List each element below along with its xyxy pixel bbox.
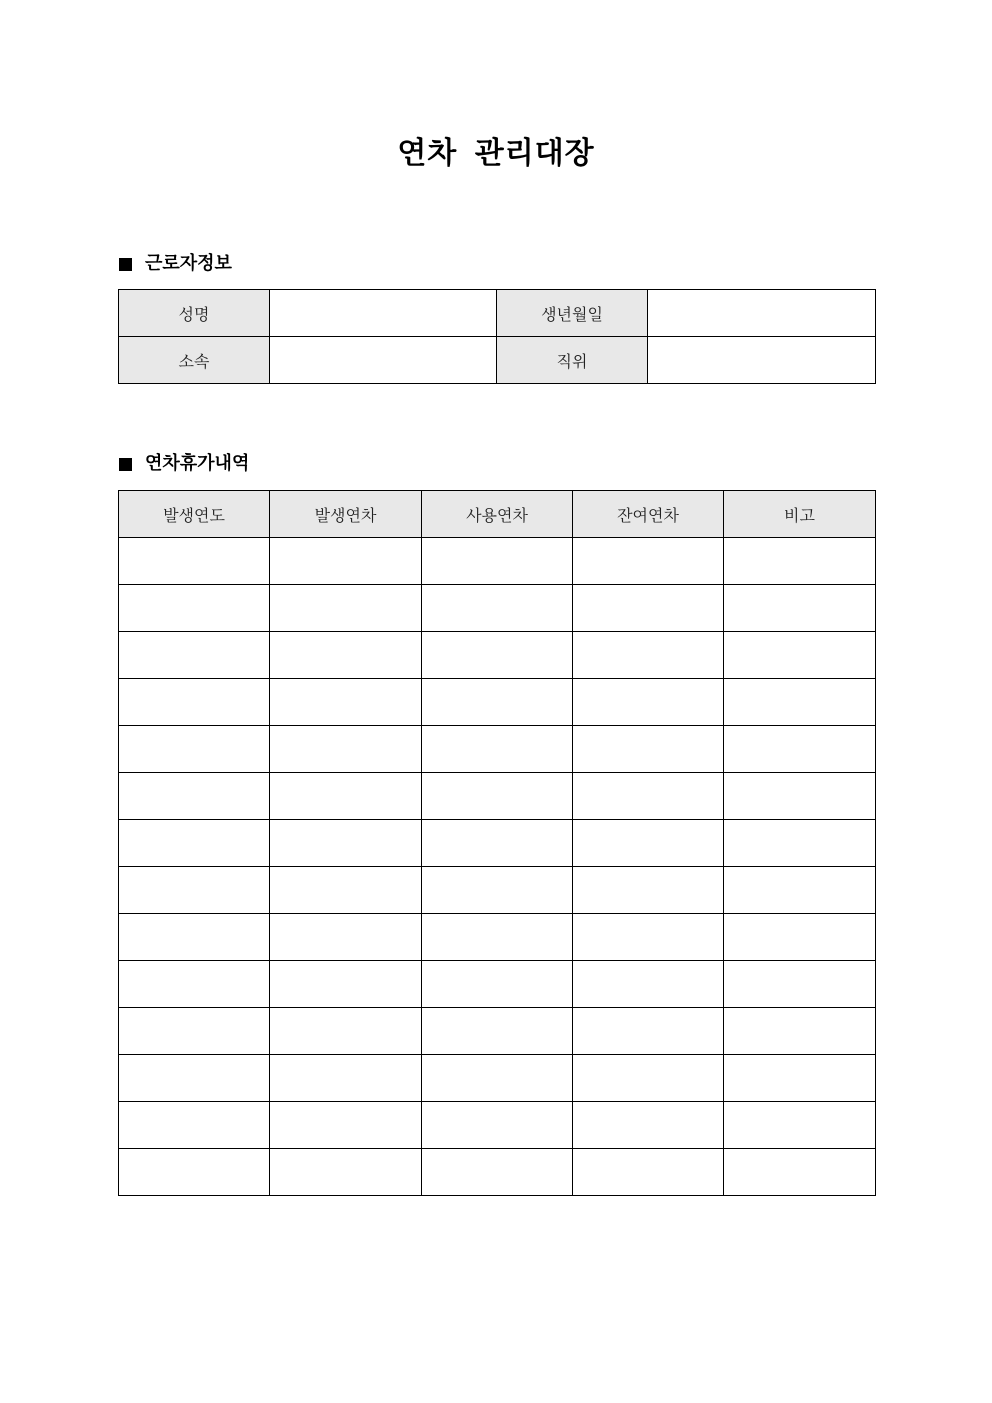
used-cell[interactable] xyxy=(422,726,573,773)
table-row xyxy=(119,1055,876,1102)
granted-cell[interactable] xyxy=(270,1055,422,1102)
granted-cell[interactable] xyxy=(270,1102,422,1149)
remaining-cell[interactable] xyxy=(573,726,724,773)
worker-info-heading-text: 근로자정보 xyxy=(145,253,232,274)
granted-cell[interactable] xyxy=(270,961,422,1008)
granted-cell[interactable] xyxy=(270,914,422,961)
year-cell[interactable] xyxy=(119,679,270,726)
birthdate-label: 생년월일 xyxy=(497,290,648,337)
used-cell[interactable] xyxy=(422,867,573,914)
remarks-cell[interactable] xyxy=(724,726,876,773)
table-row xyxy=(119,1008,876,1055)
leave-history-heading xyxy=(119,452,249,476)
used-cell[interactable] xyxy=(422,773,573,820)
used-cell[interactable] xyxy=(422,679,573,726)
remarks-cell[interactable] xyxy=(724,914,876,961)
remaining-cell[interactable] xyxy=(573,679,724,726)
granted-cell[interactable] xyxy=(270,679,422,726)
remarks-cell[interactable] xyxy=(724,679,876,726)
year-cell[interactable] xyxy=(119,867,270,914)
year-cell[interactable] xyxy=(119,1102,270,1149)
remaining-cell[interactable] xyxy=(573,867,724,914)
remarks-cell[interactable] xyxy=(724,773,876,820)
used-cell[interactable] xyxy=(422,961,573,1008)
used-cell[interactable] xyxy=(422,1008,573,1055)
remarks-cell[interactable] xyxy=(724,961,876,1008)
column-header-used: 사용연차 xyxy=(422,491,573,538)
remarks-cell[interactable] xyxy=(724,1102,876,1149)
leave-history-table xyxy=(118,490,876,1196)
column-header-remaining: 잔여연차 xyxy=(573,491,724,538)
remaining-cell[interactable] xyxy=(573,961,724,1008)
name-label: 성명 xyxy=(119,290,270,337)
table-row xyxy=(119,679,876,726)
used-cell[interactable] xyxy=(422,1055,573,1102)
remaining-cell[interactable] xyxy=(573,585,724,632)
table-row xyxy=(119,961,876,1008)
column-header-remarks: 비고 xyxy=(724,491,876,538)
birthdate-field[interactable] xyxy=(648,290,876,337)
remarks-cell[interactable] xyxy=(724,867,876,914)
table-header-row xyxy=(119,491,876,538)
leave-history-heading-text: 연차휴가내역 xyxy=(145,453,250,474)
remarks-cell[interactable] xyxy=(724,1149,876,1196)
remaining-cell[interactable] xyxy=(573,538,724,585)
table-row xyxy=(119,1149,876,1196)
granted-cell[interactable] xyxy=(270,1149,422,1196)
department-label: 소속 xyxy=(119,337,270,384)
column-header-granted: 발생연차 xyxy=(270,491,422,538)
year-cell[interactable] xyxy=(119,726,270,773)
table-row xyxy=(119,337,876,384)
remaining-cell[interactable] xyxy=(573,1102,724,1149)
granted-cell[interactable] xyxy=(270,726,422,773)
remarks-cell[interactable] xyxy=(724,1008,876,1055)
year-cell[interactable] xyxy=(119,538,270,585)
remarks-cell[interactable] xyxy=(724,632,876,679)
used-cell[interactable] xyxy=(422,538,573,585)
table-row xyxy=(119,1102,876,1149)
granted-cell[interactable] xyxy=(270,538,422,585)
remaining-cell[interactable] xyxy=(573,773,724,820)
position-field[interactable] xyxy=(648,337,876,384)
year-cell[interactable] xyxy=(119,632,270,679)
used-cell[interactable] xyxy=(422,632,573,679)
granted-cell[interactable] xyxy=(270,1008,422,1055)
table-row xyxy=(119,773,876,820)
year-cell[interactable] xyxy=(119,961,270,1008)
remarks-cell[interactable] xyxy=(724,820,876,867)
position-label: 직위 xyxy=(497,337,648,384)
remaining-cell[interactable] xyxy=(573,820,724,867)
worker-info-table xyxy=(118,289,876,384)
year-cell[interactable] xyxy=(119,585,270,632)
year-cell[interactable] xyxy=(119,1149,270,1196)
remarks-cell[interactable] xyxy=(724,585,876,632)
used-cell[interactable] xyxy=(422,1102,573,1149)
used-cell[interactable] xyxy=(422,914,573,961)
document-title: 연차 관리대장 xyxy=(397,136,595,171)
table-row xyxy=(119,867,876,914)
name-field[interactable] xyxy=(270,290,497,337)
year-cell[interactable] xyxy=(119,820,270,867)
table-row xyxy=(119,538,876,585)
remarks-cell[interactable] xyxy=(724,538,876,585)
table-row xyxy=(119,585,876,632)
department-field[interactable] xyxy=(270,337,497,384)
remaining-cell[interactable] xyxy=(573,1008,724,1055)
table-row xyxy=(119,726,876,773)
worker-info-heading xyxy=(119,252,232,276)
table-row xyxy=(119,914,876,961)
year-cell[interactable] xyxy=(119,773,270,820)
remaining-cell[interactable] xyxy=(573,1149,724,1196)
square-bullet-icon xyxy=(119,458,132,471)
year-cell[interactable] xyxy=(119,1008,270,1055)
table-row xyxy=(119,820,876,867)
table-row xyxy=(119,632,876,679)
granted-cell[interactable] xyxy=(270,867,422,914)
used-cell[interactable] xyxy=(422,585,573,632)
square-bullet-icon xyxy=(119,258,132,271)
remarks-cell[interactable] xyxy=(724,1055,876,1102)
used-cell[interactable] xyxy=(422,820,573,867)
remaining-cell[interactable] xyxy=(573,1055,724,1102)
column-header-year: 발생연도 xyxy=(119,491,270,538)
remaining-cell[interactable] xyxy=(573,632,724,679)
year-cell[interactable] xyxy=(119,1055,270,1102)
granted-cell[interactable] xyxy=(270,632,422,679)
year-cell[interactable] xyxy=(119,914,270,961)
granted-cell[interactable] xyxy=(270,773,422,820)
remaining-cell[interactable] xyxy=(573,914,724,961)
granted-cell[interactable] xyxy=(270,820,422,867)
granted-cell[interactable] xyxy=(270,585,422,632)
table-row xyxy=(119,290,876,337)
used-cell[interactable] xyxy=(422,1149,573,1196)
